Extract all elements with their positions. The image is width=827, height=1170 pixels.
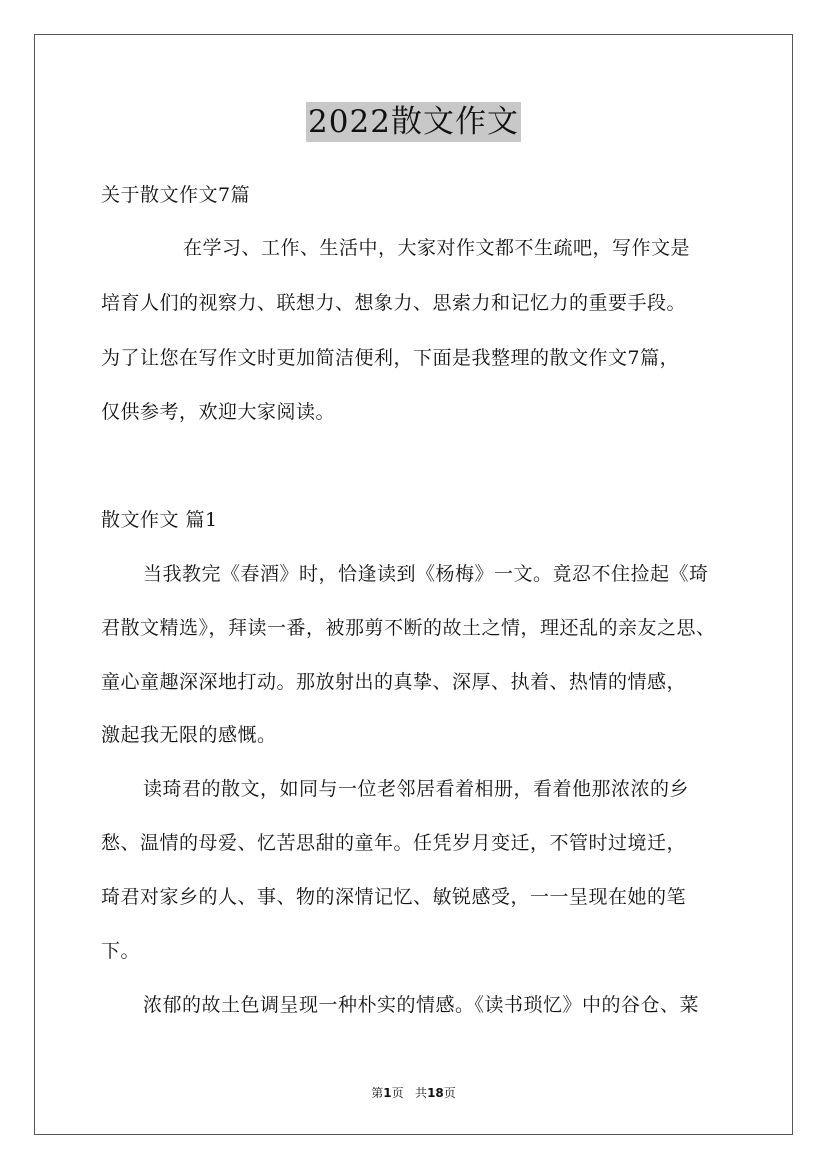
para1-line-3: 童心童趣深深地打动。那放射出的真挚、深厚、执着、热情的情感，	[101, 671, 687, 693]
para1-line-2: 君散文精选》，拜读一番，被那剪不断的故土之情，理还乱的亲友之思、	[101, 617, 716, 639]
page-unit: 页	[391, 1086, 404, 1100]
document-title: 2022散文作文	[308, 104, 519, 140]
title-container	[0, 102, 827, 142]
intro-line-2: 培育人们的视察力、联想力、想象力、思索力和记忆力的重要手段。	[101, 292, 687, 314]
subtitle: 关于散文作文7篇	[101, 184, 251, 206]
para1-line-1: 当我教完《春酒》时，恰逢读到《杨梅》一文。竟忍不住捡起《琦	[143, 563, 709, 585]
intro-line-4: 仅供参考，欢迎大家阅读。	[101, 401, 336, 423]
intro-line-1: 在学习、工作、生活中，大家对作文都不生疏吧，写作文是	[183, 237, 691, 259]
page-label: 第	[371, 1086, 384, 1100]
para2-line-4: 下。	[101, 940, 141, 962]
para3-line-1: 浓郁的故土色调呈现一种朴实的情感。《读书琐忆》中的谷仓、菜	[143, 994, 700, 1016]
para1-line-4: 激起我无限的感慨。	[101, 724, 277, 746]
intro-line-3: 为了让您在写作文时更加简洁便利，下面是我整理的散文作文7篇，	[101, 347, 680, 369]
total-unit: 页	[443, 1086, 456, 1100]
page-number: 1	[383, 1086, 392, 1100]
para2-line-2: 愁、温情的母爱、忆苦思甜的童年。任凭岁月变迁，不管时过境迁，	[101, 832, 687, 854]
total-label: 共	[415, 1086, 428, 1100]
para2-line-3: 琦君对家乡的人、事、物的深情记忆、敏锐感受，一一呈现在她的笔	[101, 886, 687, 908]
para2-line-1: 读琦君的散文，如同与一位老邻居看着相册，看着他那浓浓的乡	[143, 778, 690, 800]
page-footer	[0, 1084, 827, 1101]
section-heading: 散文作文 篇1	[101, 509, 218, 531]
total-pages: 18	[427, 1086, 444, 1100]
